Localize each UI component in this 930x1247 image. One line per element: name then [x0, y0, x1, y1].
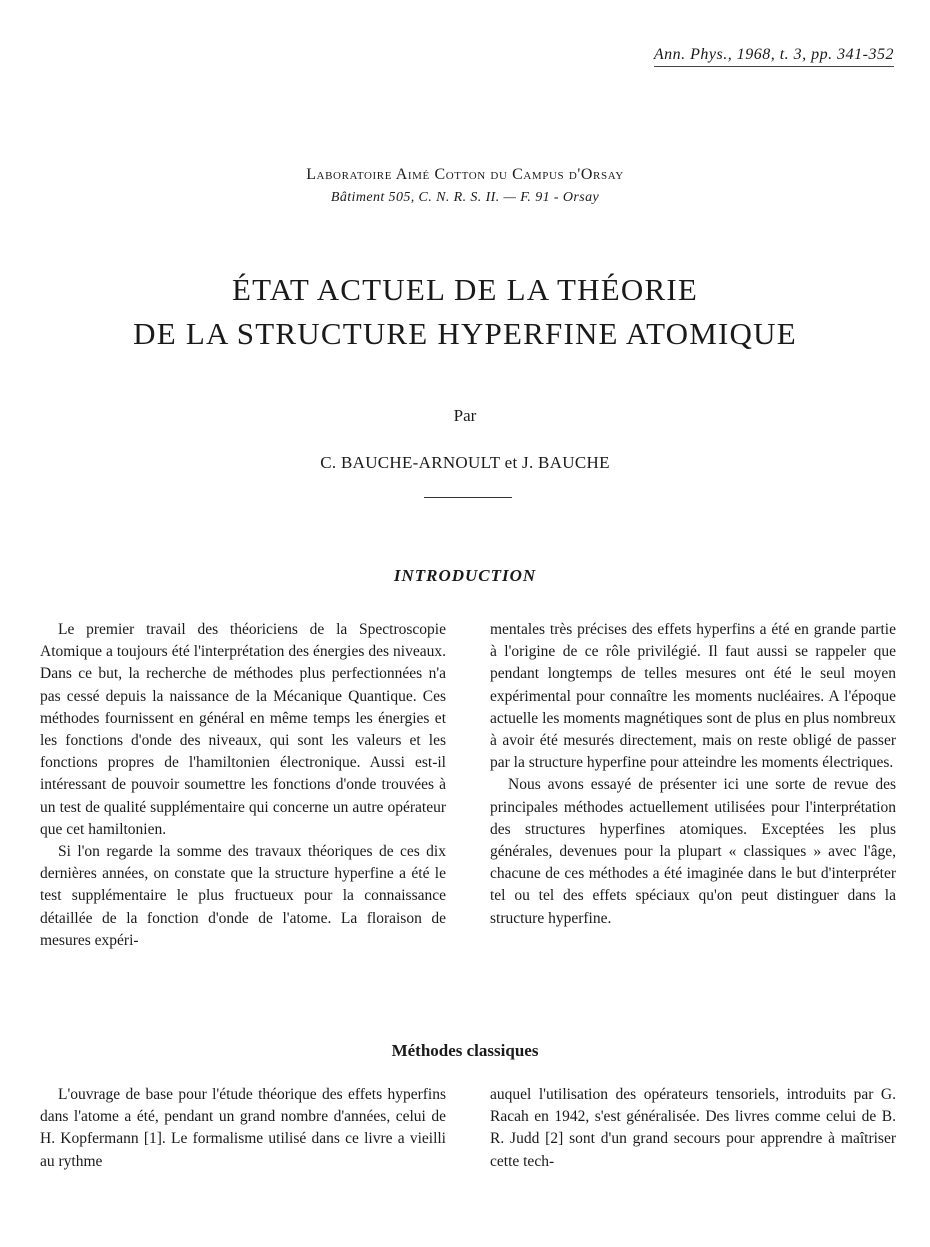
paragraph: Si l'on regarde la somme des travaux théoriques de ces dix dernières années, on constate que la structure hyperfine a été le test supplémentaire le plus fructueux pour la connaissance détaillée de la fonction d'onde de l'atome. La floraison de mesures expéri-: [40, 843, 446, 949]
paragraph: Le premier travail des théoriciens de la Spectroscopie Atomique a toujours été l'interprétation des énergies des niveaux. Dans ce but, la recherche de méthodes plus perfectionnées n'a pas cessé depuis la naissance de la Mécanique Quantique. Ces méthodes fournissent en général en même temps les énergies et les fonctions d'onde des niveaux, qui sont les valeurs et les fonctions propres de l'hamiltonien électronique. Aussi est-il intéressant de pouvoir soumettre les fonctions d'onde trouvées à un test de qualité supplémentaire qui concerne un autre opérateur que cet hamiltonien.: [40, 621, 446, 838]
introduction-left-column: [40, 619, 446, 952]
authors: C. BAUCHE-ARNOULT et J. BAUCHE: [320, 453, 610, 472]
laboratory-address: Bâtiment 505, C. N. R. S. II. — F. 91 - Orsay: [330, 190, 600, 205]
paragraph: L'ouvrage de base pour l'étude théorique des effets hyperfins dans l'atome a été, pendant un grand nombre d'années, celui de H. Kopfermann [1]. Le formalisme utilisé dans ce livre a vieilli au rythme: [40, 1086, 446, 1170]
paper-title-line-2: DE LA STRUCTURE HYPERFINE ATOMIQUE: [133, 316, 797, 351]
paragraph: mentales très précises des effets hyperfins a été en grande partie à l'origine de ce rôle privilégié. Il faut aussi se rappeler que pendant longtemps de telles mesures ont été le seul moyen expérimental pour connaître les moments nucléaires. A l'époque actuelle les moments magnétiques sont de plus en plus nombreux à avoir été mesurés directement, mais on reste obligé de passer par la structure hyperfine pour atteindre les moments électriques.: [490, 621, 896, 772]
journal-reference: Ann. Phys., 1968, t. 3, pp. 341-352: [654, 46, 894, 67]
byline-par: Par: [453, 406, 477, 425]
paragraph: auquel l'utilisation des opérateurs tensoriels, introduits par G. Racah en 1942, s'est généralisée. Des livres comme celui de B. R. Judd [2] sont d'un grand secours pour apprendre à maîtriser cette tech-: [490, 1086, 896, 1170]
laboratory-name: Laboratoire Aimé Cotton du Campus d'Orsay: [306, 166, 624, 183]
title-divider: [424, 497, 512, 498]
paper-title-line-1: ÉTAT ACTUEL DE LA THÉORIE: [231, 272, 699, 307]
methods-left-column: [40, 1084, 446, 1173]
paragraph: Nous avons essayé de présenter ici une sorte de revue des principales méthodes actuellement utilisées pour l'interprétation des structures hyperfines atomiques. Exceptées les plus générales, devenues pour la plupart « classiques » avec l'âge, chacune de ces méthodes a été imaginée dans le but d'interpréter tel ou tel des effets spéciaux qu'on peut distinguer dans la structure hyperfine.: [490, 776, 896, 927]
methods-heading: Méthodes classiques: [391, 1041, 539, 1060]
introduction-heading: INTRODUCTION: [393, 566, 537, 585]
introduction-right-column: [490, 619, 896, 930]
methods-right-column: [490, 1084, 896, 1173]
